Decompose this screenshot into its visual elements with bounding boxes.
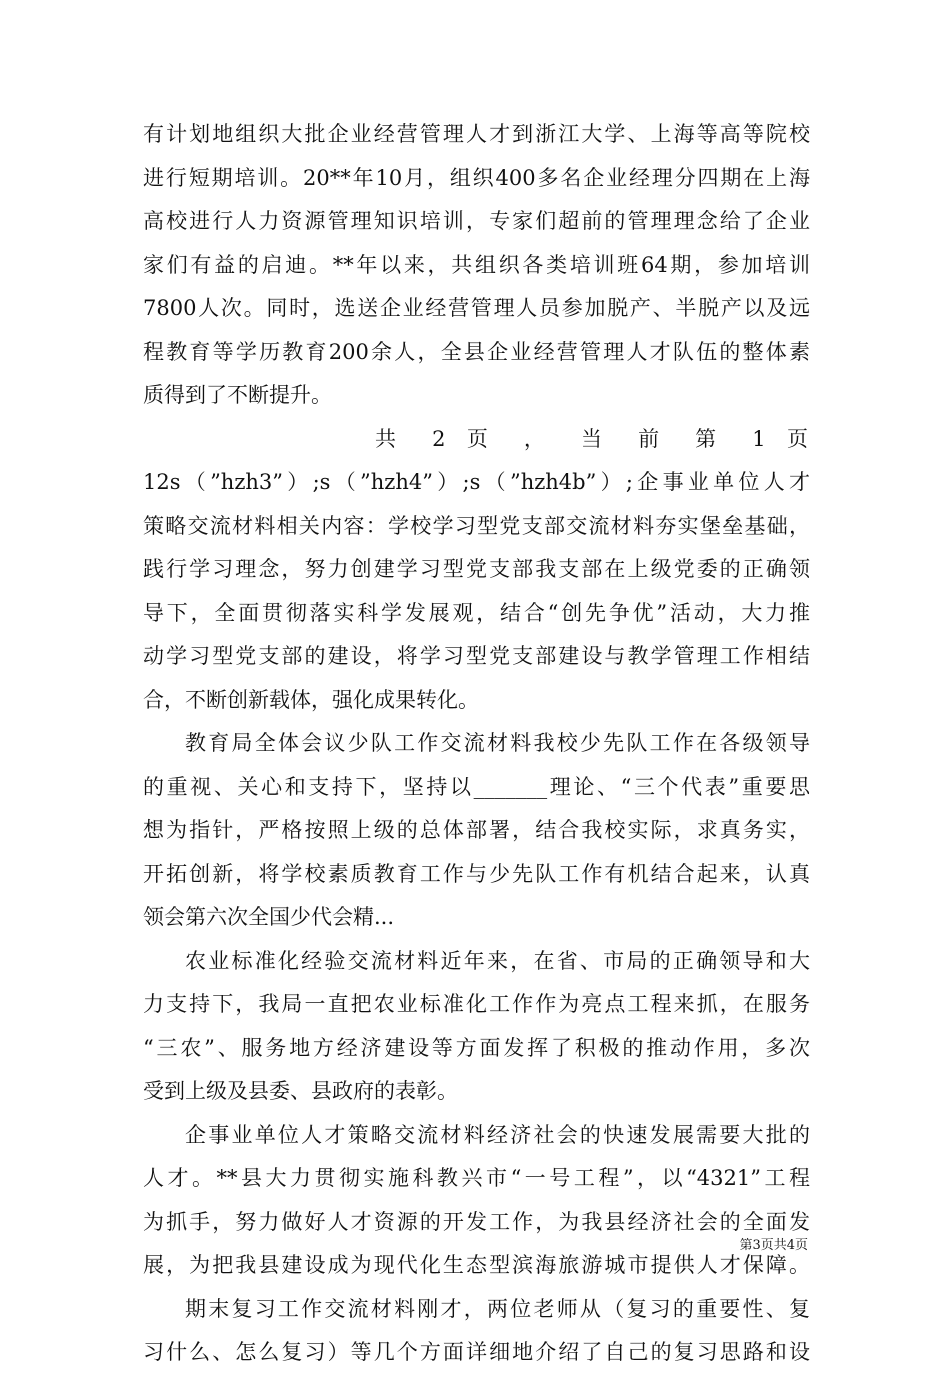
text-line: 动学习型党支部的建设，将学习型党支部建设与教学管理工作相结 <box>143 644 810 668</box>
text-line: 有计划地组织大批企业经营管理人才到浙江大学、上海等高等院校 <box>143 122 810 146</box>
text-line: 开拓创新，将学校素质教育工作与少先队工作有机结合起来，认真 <box>143 861 810 886</box>
text-line: 导下，全面贯彻落实科学发展观，结合“创先争优”活动，大力推 <box>143 600 810 625</box>
text-line: 7800人次。同时，选送企业经营管理人员参加脱产、半脱产以及远 <box>143 296 810 320</box>
text-line: 的重视、关心和支持下，坚持以_______理论、“三个代表”重要思 <box>143 774 810 799</box>
text-line: 展，为把我县建设成为现代化生态型滨海旅游城市提供人才保障。 <box>143 1253 810 1277</box>
text-line: 践行学习理念，努力创建学习型党支部我支部在上级党委的正确领 <box>143 557 810 581</box>
text-line: 为抓手，努力做好人才资源的开发工作，为我县经济社会的全面发 <box>143 1209 810 1234</box>
text-line: 合，不断创新载体，强化成果转化。 <box>143 687 479 712</box>
text-line: 习什么、怎么复习）等几个方面详细地介绍了自己的复习思路和设 <box>143 1340 810 1364</box>
text-line: 程教育等学历教育200余人，全县企业经营管理人才队伍的整体素 <box>143 339 810 364</box>
paragraph-start-line: 农业标准化经验交流材料近年来，在省、市局的正确领导和大 <box>185 948 810 973</box>
text-line: 想为指针，严格按照上级的总体部署，结合我校实际，求真务实， <box>143 818 810 842</box>
text-line: 家们有益的启迪。**年以来，共组织各类培训班64期，参加培训 <box>143 252 810 277</box>
text-line: 力支持下，我局一直把农业标准化工作作为亮点工程来抓，在服务 <box>143 992 810 1016</box>
text-line: 人才。**县大力贯彻实施科教兴市“一号工程”，以“4321”工程 <box>143 1166 810 1190</box>
paragraph-start-line: 期末复习工作交流材料刚才，两位老师从（复习的重要性、复 <box>185 1296 810 1321</box>
text-line: 受到上级及县委、县政府的表彰。 <box>143 1079 458 1103</box>
page-number-footer: 第3页共4页 <box>739 1238 808 1253</box>
text-line: 领会第六次全国少代会精... <box>143 905 395 929</box>
paragraph-start-line: 企事业单位人才策略交流材料经济社会的快速发展需要大批的 <box>185 1122 810 1147</box>
paragraph-start-line: 教育局全体会议少队工作交流材料我校少先队工作在各级领导 <box>185 731 810 755</box>
text-line: 策略交流材料相关内容：学校学习型党支部交流材料夯实堡垒基础， <box>143 513 810 538</box>
text-line: 12s（”hzh3”）;s（”hzh4”）;s（”hzh4b”）;企事业单位人才 <box>143 470 810 494</box>
page-indicator: 共 2 页 ， 当 前 第 1 页 <box>375 426 808 451</box>
text-line: “三农”、服务地方经济建设等方面发挥了积极的推动作用，多次 <box>143 1035 810 1060</box>
text-line: 质得到了不断提升。 <box>143 383 332 407</box>
text-line: 高校进行人力资源管理知识培训，专家们超前的管理理念给了企业 <box>143 209 810 233</box>
document-body <box>143 113 810 1375</box>
text-line: 进行短期培训。20**年10月，组织400多名企业经理分四期在上海 <box>143 165 810 190</box>
